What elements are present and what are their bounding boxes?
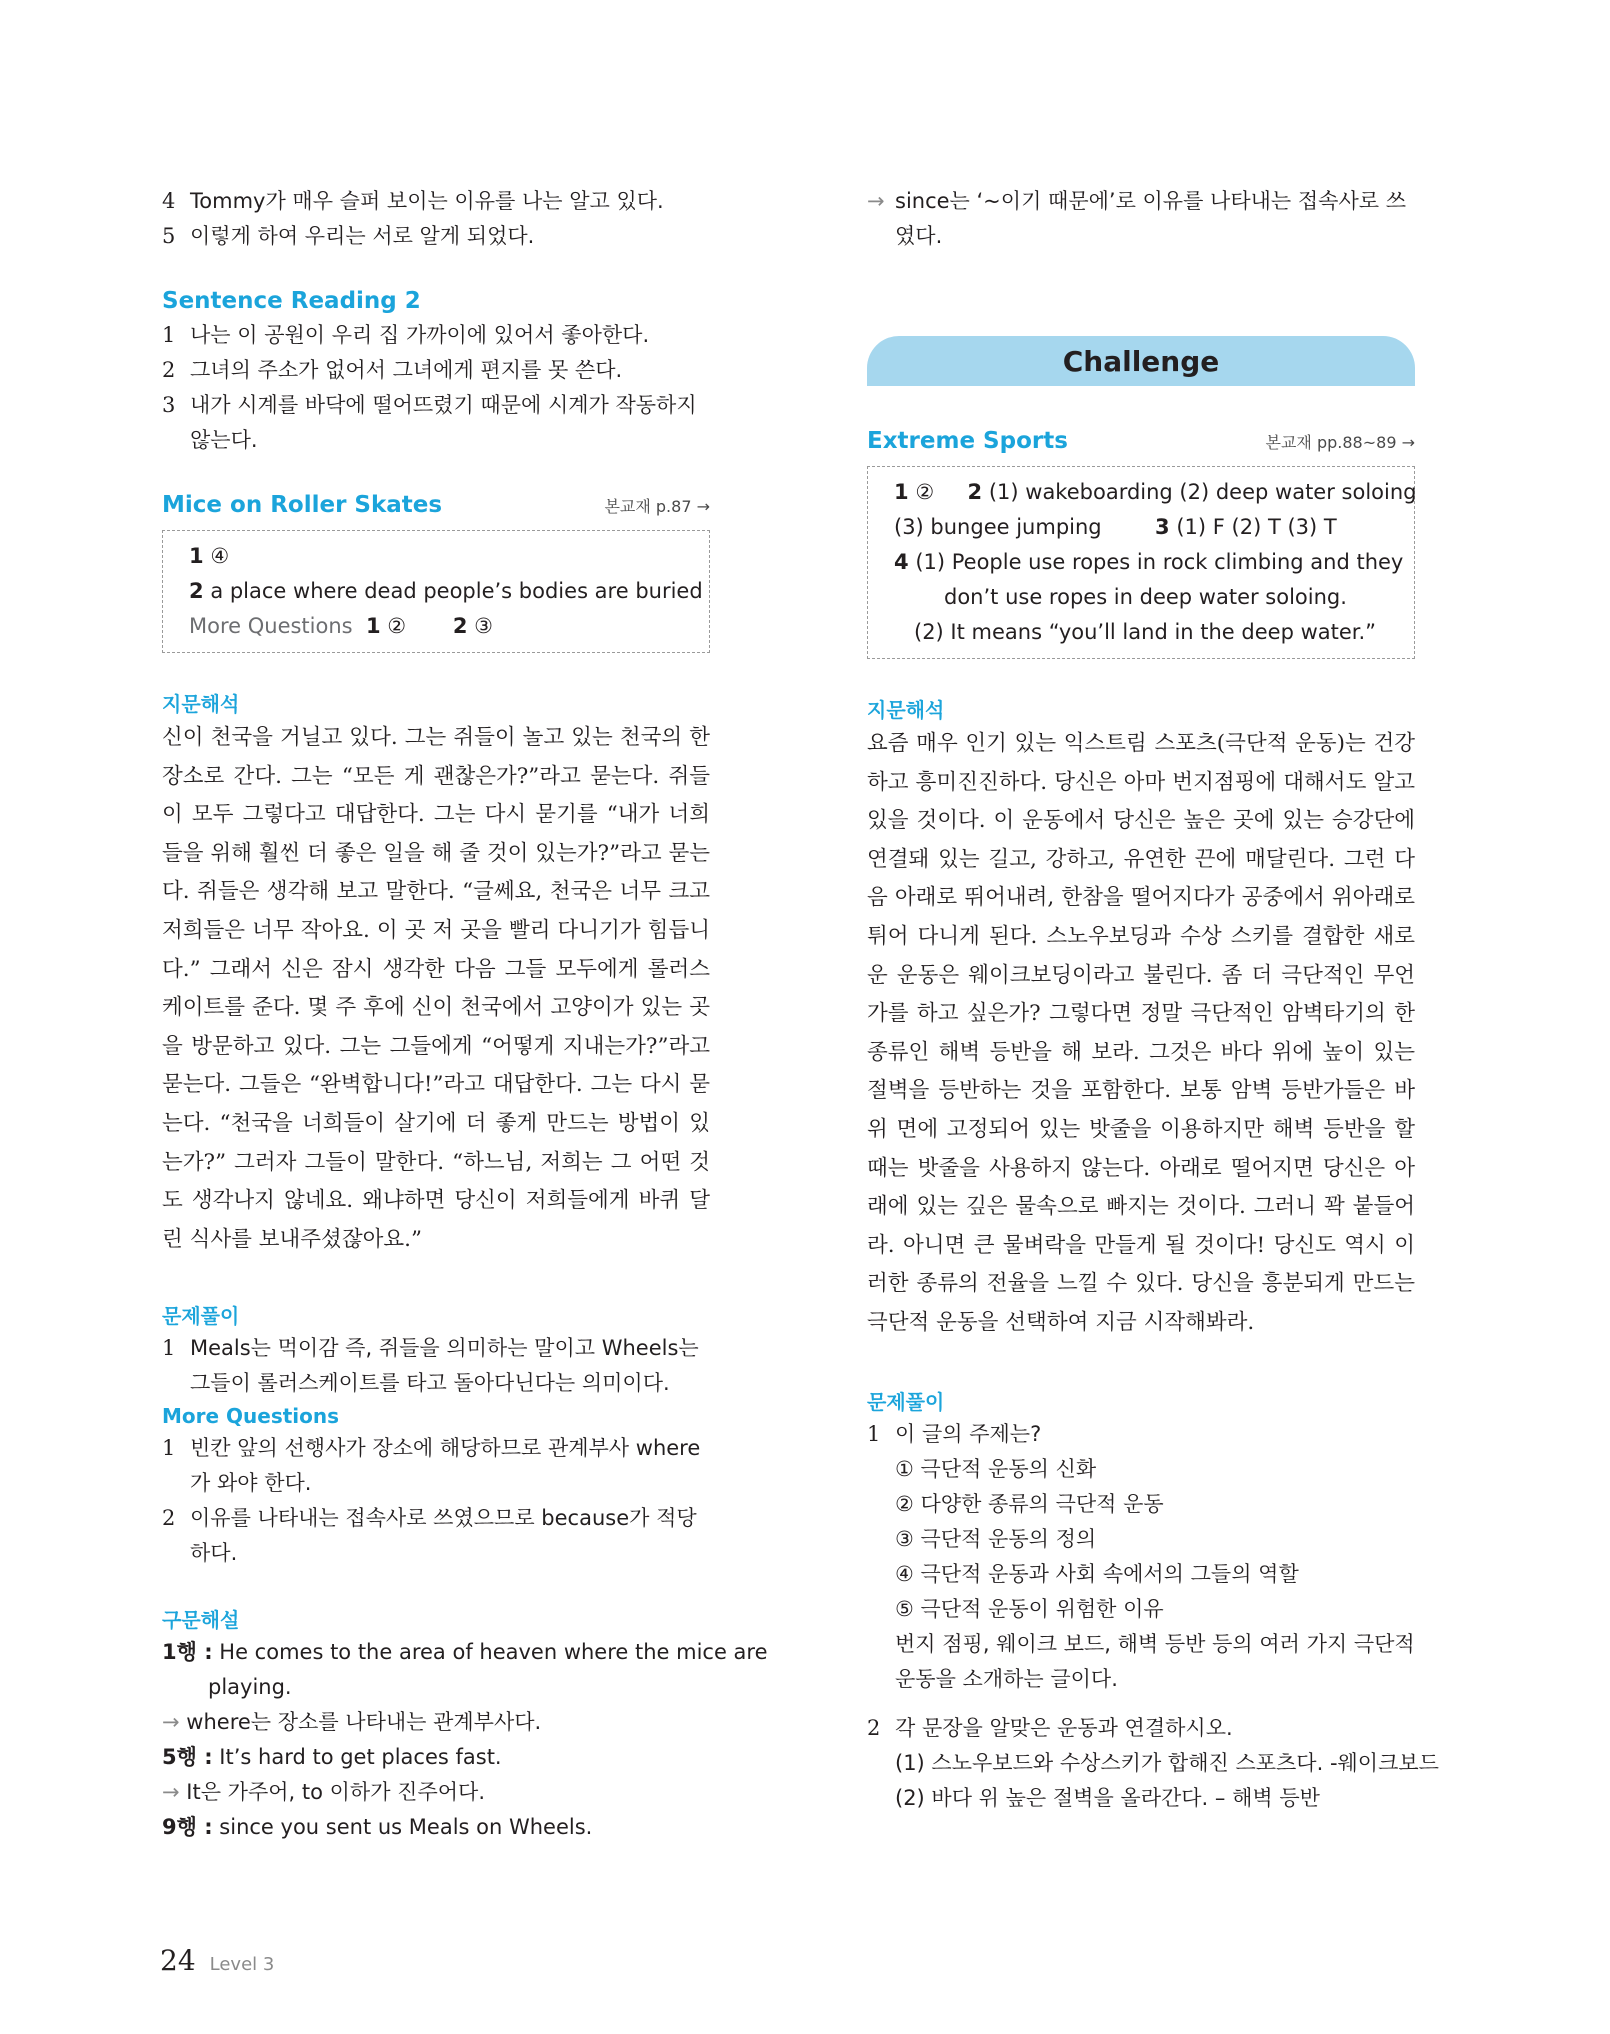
translation-title: 지문해석: [867, 698, 945, 722]
list-item: 2 그녀의 주소가 없어서 그녀에게 편지를 못 쓴다.: [162, 358, 623, 382]
list-item: 4 Tommy가 매우 슬퍼 보이는 이유를 나는 알고 있다.: [162, 189, 664, 213]
answer-box: 1 ② 2 (1) wakeboarding (2) deep water soloing (3) bungee jumping 3 (1) F (2) T (3) T 4 (1) People use ropes in rock climbing and they don’t use ropes in deep water soloing. (2) It means “you’ll land in the deep water.”: [867, 466, 1415, 659]
level-label: Level 3: [209, 1954, 275, 1975]
question: 2 각 문장을 알맞은 운동과 연결하시오.: [867, 1715, 1233, 1740]
question: 1 이 글의 주제는?: [867, 1421, 1042, 1446]
answer-box: 1 ④ 2 a place where dead people’s bodies are buried More Questions 1 ② 2 ③: [162, 530, 710, 653]
mice-title: Mice on Roller Skates: [162, 492, 443, 518]
option: ① 극단적 운동의 신화: [895, 1456, 1097, 1481]
syntax-note: → where는 장소를 나타내는 관계부사다.: [162, 1710, 542, 1735]
option: ② 다양한 종류의 극단적 운동: [895, 1491, 1164, 1516]
extreme-title: Extreme Sports: [867, 428, 1068, 454]
solution-title: 문제풀이: [867, 1389, 945, 1414]
challenge-banner: Challenge: [867, 336, 1415, 386]
option: ⑤ 극단적 운동이 위험한 이유: [895, 1596, 1164, 1621]
translation-text: 요즘 매우 인기 있는 익스트림 스포츠(극단적 운동)는 건강하고 흥미진진하다. 당신은 아마 번지점핑에 대해서도 알고 있을 것이다. 이 운동에서 당신은 높은 곳에 있는 승강단에 연결돼 있는 길고, 강하고, 유연한 끈에 매달린다. 그런 다음 아래로 뛰어내려, 한참을 떨어지다가 공중에서 위아래로 튀어 다니게 된다. 스노우보딩과 수상 스키를 결합한 새로운 운동은 웨이크보딩이라고 불린다. 좀 더 극단적인 무언가를 하고 싶은가? 그렇다면 정말 극단적인 암벽타기의 한 종류인 해벽 등반을 해 보라. 그것은 바다 위에 높이 있는 절벽을 등반하는 것을 포함한다. 보통 암벽 등반가들은 바위 면에 고정되어 있는 밧줄을 이용하지만 해벽 등반을 할 때는 밧줄을 사용하지 않는다. 아래로 떨어지면 당신은 아래에 있는 깊은 물속으로 빠지는 것이다. 그러니 꽉 붙들어라. 아니면 큰 물벼락을 만들게 될 것이다! 당신도 역시 이러한 종류의 전율을 느낄 수 있다. 당신을 흥분되게 만드는 극단적 운동을 선택하여 지금 시작해봐라.: [867, 731, 1415, 1335]
answer-line: (1) 스노우보드와 수상스키가 합해진 스포츠다. -웨이크보드: [895, 1750, 1439, 1775]
list-item: 1 Meals는 먹이감 즉, 쥐들을 의미하는 말이고 Wheels는 그들이 롤러스케이트를 타고 돌아다닌다는 의미이다.: [162, 1336, 699, 1396]
list-item: 3 내가 시계를 바닥에 떨어뜨렸기 때문에 시계가 작동하지 않는다.: [162, 393, 697, 452]
page-footer: [160, 1944, 274, 1977]
explanation: 번지 점핑, 웨이크 보드, 해벽 등반 등의 여러 가지 극단적 운동을 소개하는 글이다.: [895, 1631, 1415, 1691]
list-item: 5 이렇게 하여 우리는 서로 알게 되었다.: [162, 224, 535, 248]
option: ③ 극단적 운동의 정의: [895, 1526, 1097, 1551]
page-reference: 본교재 pp.88~89 →: [1265, 433, 1415, 452]
solution-title: 문제풀이: [162, 1304, 240, 1329]
mice-header: [162, 488, 710, 522]
translation-text: 신이 천국을 거닐고 있다. 그는 쥐들이 놀고 있는 천국의 한 장소로 간다. 그는 “모든 게 괜찮은가?”라고 묻는다. 쥐들이 모두 그렇다고 대답한다. 그는 다시 묻기를 “내가 너희들을 위해 훨씬 더 좋은 일을 해 줄 것이 있는가?”라고 묻는다. 쥐들은 생각해 보고 말한다. “글쎄요, 천국은 너무 크고 저희들은 너무 작아요. 이 곳 저 곳을 빨리 다니기가 힘듭니다.” 그래서 신은 잠시 생각한 다음 그들 모두에게 롤러스케이트를 준다. 몇 주 후에 신이 천국에서 고양이가 있는 곳을 방문하고 있다. 그는 그들에게 “어떻게 지내는가?”라고 묻는다. 그들은 “완벽합니다!”라고 대답한다. 그는 다시 묻는다. “천국을 너희들이 살기에 더 좋게 만드는 방법이 있는가?” 그러자 그들이 말한다. “하느님, 저희는 그 어떤 것도 생각나지 않네요. 왜냐하면 당신이 저희들에게 바퀴 달린 식사를 보내주셨잖아요.”: [162, 725, 710, 1252]
syntax-line: 1행 : He comes to the area of heaven where the mice are: [162, 1640, 768, 1665]
left-column: [162, 184, 768, 1845]
syntax-note: → It은 가주어, to 이하가 진주어다.: [162, 1780, 486, 1805]
translation-title: 지문해석: [162, 692, 240, 716]
syntax-line: 9행 : since you sent us Meals on Wheels.: [162, 1815, 593, 1840]
list-item: 1 나는 이 공원이 우리 집 가까이에 있어서 좋아한다.: [162, 323, 650, 347]
extreme-header: [867, 424, 1415, 458]
list-item: 1 빈칸 앞의 선행사가 장소에 해당하므로 관계부사 where가 와야 한다.: [162, 1436, 701, 1496]
page-number: 24: [160, 1944, 196, 1977]
syntax-note: → since는 ‘~이기 때문에’로 이유를 나타내는 접속사로 쓰였다.: [867, 189, 1406, 248]
sentence-reading-title: Sentence Reading 2: [162, 288, 421, 314]
right-column: [867, 184, 1439, 1816]
option: ④ 극단적 운동과 사회 속에서의 그들의 역할: [895, 1561, 1299, 1586]
answer-line: (2) 바다 위 높은 절벽을 올라간다. – 해벽 등반: [895, 1785, 1320, 1810]
list-item: 2 이유를 나타내는 접속사로 쓰였으므로 because가 적당하다.: [162, 1506, 697, 1566]
syntax-line: 5행 : It’s hard to get places fast.: [162, 1745, 502, 1770]
syntax-title: 구문해설: [162, 1608, 240, 1633]
syntax-line: playing.: [208, 1675, 292, 1700]
page-reference: 본교재 p.87 →: [604, 497, 710, 516]
more-questions-title: More Questions: [162, 1404, 340, 1429]
